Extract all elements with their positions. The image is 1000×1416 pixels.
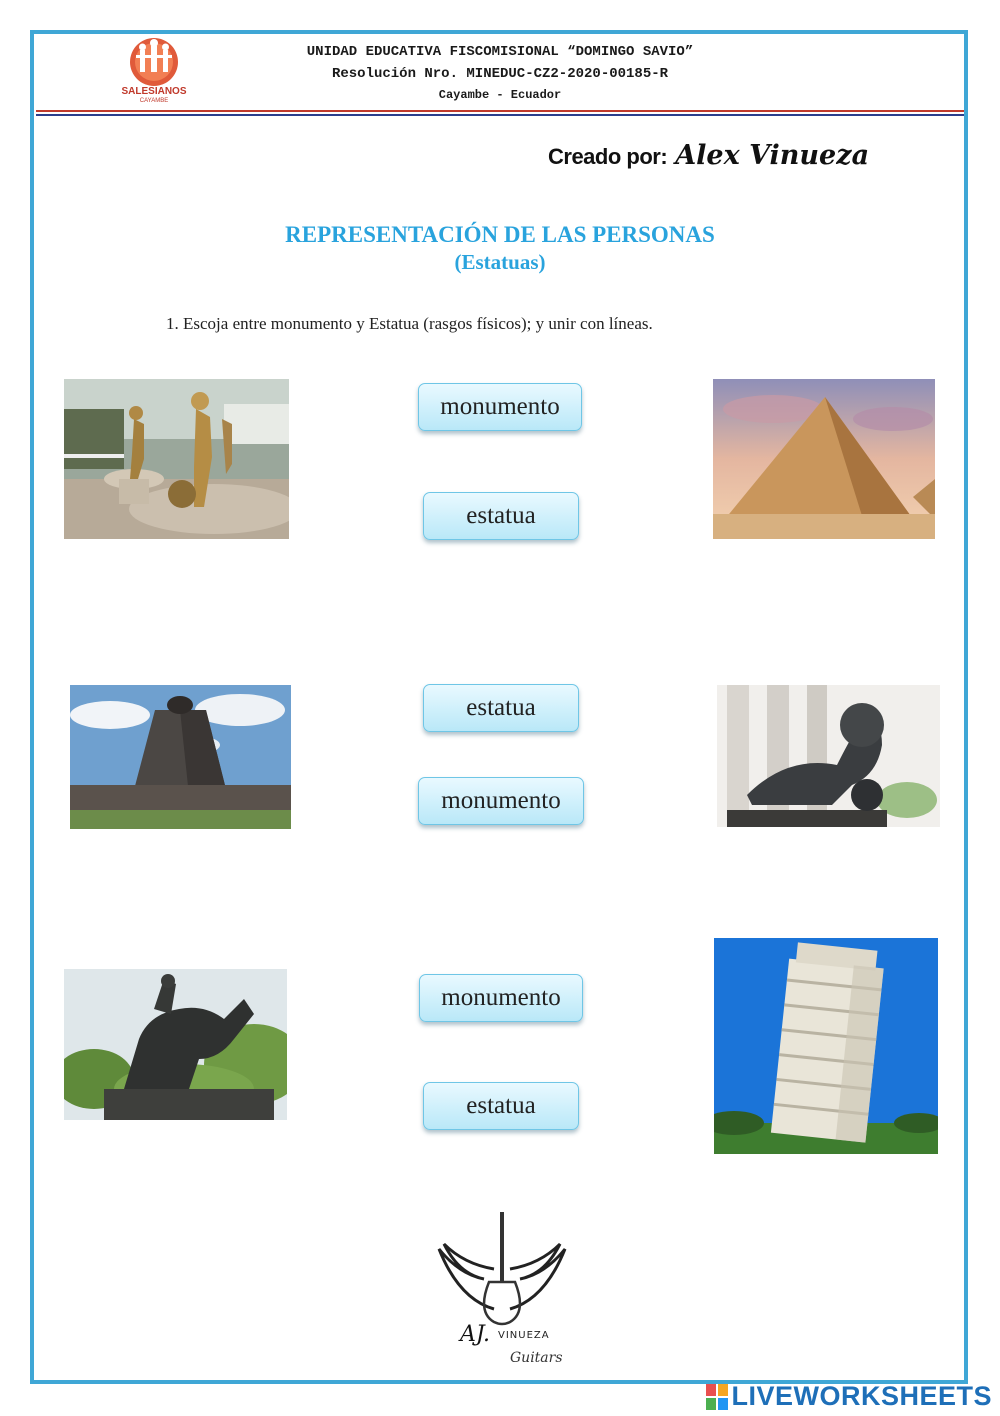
resolution-number: Resolución Nro. MINEDUC-CZ2-2020-00185-R	[331, 66, 669, 82]
author-name: Alex Vinueza	[675, 140, 870, 171]
footer-initials: AJ.	[460, 1322, 490, 1347]
children-statue-image	[64, 379, 289, 539]
credit-line	[548, 140, 869, 171]
logo-text: SALESIANOS	[121, 86, 187, 97]
option-estatua-row1[interactable]: estatua	[423, 492, 579, 540]
page-title: REPRESENTACIÓN DE LAS PERSONAS	[285, 222, 715, 247]
option-monumento-row1[interactable]: monumento	[418, 383, 582, 431]
option-estatua-row2[interactable]: estatua	[423, 684, 579, 732]
instruction	[166, 314, 653, 334]
liveworksheets-icon	[706, 1384, 728, 1410]
liveworksheets-watermark	[706, 1381, 992, 1412]
page-subtitle: (Estatuas)	[454, 250, 546, 274]
school-location: Cayambe - Ecuador	[438, 88, 562, 102]
footer-subtitle: Guitars	[510, 1350, 563, 1366]
footer-brand: VINUEZA	[498, 1330, 550, 1341]
instruction-number: 1.	[166, 314, 179, 333]
school-name: UNIDAD EDUCATIVA FISCOMISIONAL “DOMINGO SAVIO”	[306, 44, 694, 60]
equestrian-statue-image	[64, 969, 287, 1120]
credit-label: Creado por:	[548, 144, 668, 169]
option-monumento-row3[interactable]: monumento	[419, 974, 583, 1022]
option-monumento-row2[interactable]: monumento	[418, 777, 584, 825]
mitad-del-mundo-image	[70, 685, 291, 829]
pyramid-image	[713, 379, 935, 539]
option-estatua-row3[interactable]: estatua	[423, 1082, 579, 1130]
logo-subtext: CAYAMBE	[139, 98, 169, 104]
header-divider-red	[36, 110, 964, 112]
leaning-tower-image	[714, 938, 938, 1154]
lion-statue-image	[717, 685, 940, 827]
header-divider-blue	[36, 114, 964, 116]
watermark-text: LIVEWORKSHEETS	[731, 1381, 992, 1411]
instruction-text: Escoja entre monumento y Estatua (rasgos físicos); y unir con líneas.	[183, 314, 653, 333]
